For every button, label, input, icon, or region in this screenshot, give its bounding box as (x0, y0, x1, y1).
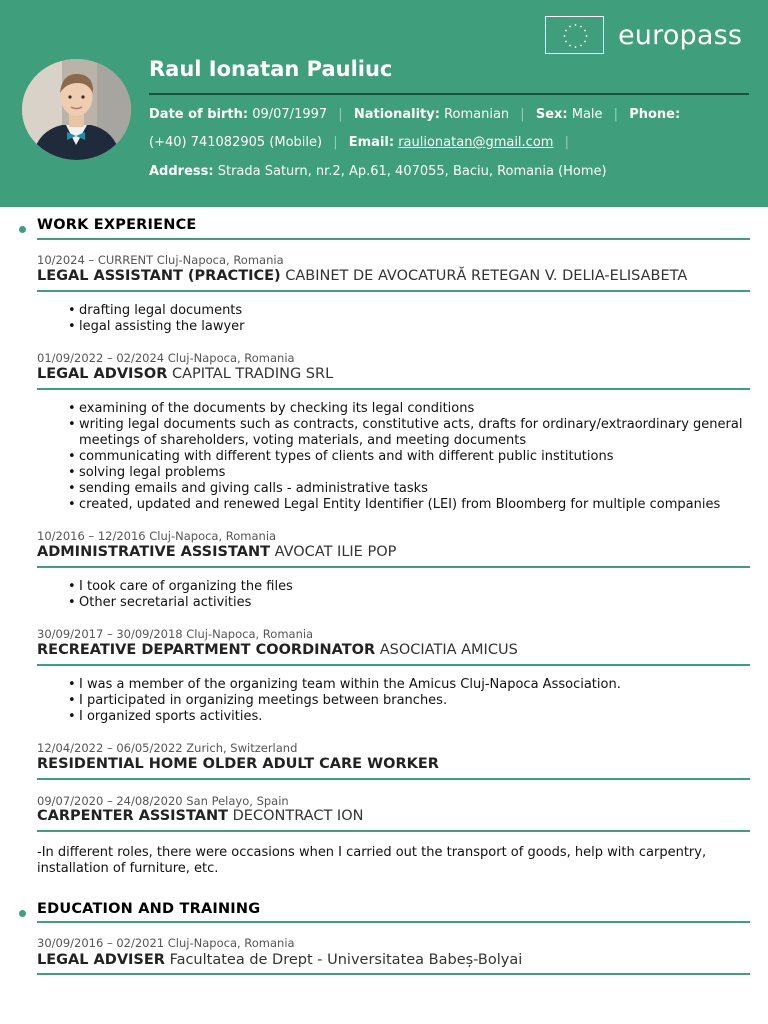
flag-star-icon (569, 45, 571, 47)
name-divider (149, 93, 749, 95)
job-role: RECREATIVE DEPARTMENT COORDINATOR (37, 642, 376, 658)
job-bullets (79, 401, 749, 513)
sex-value: Male (571, 107, 603, 122)
education-role: LEGAL ADVISER (37, 952, 165, 968)
job-bullets (79, 579, 749, 611)
education-title (37, 952, 522, 968)
section-divider (37, 238, 750, 240)
flag-star-icon (584, 41, 586, 43)
full-name: Raul Ionatan Pauliuc (149, 57, 393, 81)
job-role: CARPENTER ASSISTANT (37, 808, 229, 824)
list-item: • I took care of organizing the files (79, 579, 749, 595)
list-item: • I participated in organizing meetings between branches. (79, 693, 749, 709)
flag-star-icon (584, 30, 586, 32)
job-role: LEGAL ASSISTANT (PRACTICE) (37, 268, 281, 284)
separator: | (613, 107, 619, 122)
list-item: • I was a member of the organizing team within the Amicus Cluj-Napoca Association. (79, 677, 749, 693)
email-link[interactable]: raulionatan@gmail.com (398, 135, 554, 150)
email-label: Email: (348, 135, 395, 150)
job-title (37, 544, 396, 560)
section-divider (37, 921, 750, 923)
flag-star-icon (580, 26, 582, 28)
job-description: -In different roles, there were occasions when I carried out the transport of goods, help with carpentry, installation of furniture, etc. (37, 845, 707, 876)
job-divider (37, 830, 750, 832)
phone-label: Phone: (629, 107, 681, 122)
section-title-education: EDUCATION AND TRAINING (37, 901, 261, 917)
list-item: • drafting legal documents (79, 303, 749, 319)
section-title-work: WORK EXPERIENCE (37, 217, 197, 233)
job-role: LEGAL ADVISOR (37, 366, 168, 382)
flag-star-icon (586, 35, 588, 37)
job-title (37, 268, 687, 284)
job-date: 01/09/2022 – 02/2024 Cluj-Napoca, Romania (37, 351, 295, 365)
job-org: CABINET DE AVOCATURĂ RETEGAN V. DELIA-ELISABETA (285, 268, 688, 284)
job-org: AVOCAT ILIE POP (274, 544, 397, 560)
job-date: 30/09/2017 – 30/09/2018 Cluj-Napoca, Romania (37, 627, 314, 641)
flag-star-icon (575, 46, 577, 48)
separator: | (520, 107, 525, 122)
section-bullet-icon (19, 910, 26, 917)
eu-flag-icon (545, 16, 604, 54)
address-label: Address: (149, 164, 214, 179)
europass-logo[interactable] (545, 16, 742, 54)
separator: | (564, 135, 569, 150)
phone-value: (+40) 741082905 (Mobile) (149, 135, 323, 150)
job-bullets (79, 303, 749, 335)
job-divider (37, 566, 750, 568)
separator: | (333, 135, 338, 150)
job-date: 09/07/2020 – 24/08/2020 San Pelayo, Spain (37, 794, 289, 808)
nationality-label: Nationality: (353, 107, 440, 122)
education-org: Facultatea de Drept - Universitatea Babeș-Bolyai (169, 952, 523, 968)
job-title (37, 642, 518, 658)
education-date: 30/09/2016 – 02/2021 Cluj-Napoca, Romania (37, 936, 295, 950)
dob-value: 09/07/1997 (252, 107, 328, 122)
sex-label: Sex: (535, 107, 568, 122)
job-divider (37, 778, 750, 780)
job-bullets (79, 677, 749, 725)
job-divider (37, 388, 750, 390)
flag-star-icon (580, 45, 582, 47)
education-divider (37, 973, 750, 975)
list-item: • sending emails and giving calls - administrative tasks (79, 481, 749, 497)
list-item: • created, updated and renewed Legal Entity Identifier (LEI) from Bloomberg for multiple companies (79, 497, 749, 513)
list-item: • writing legal documents such as contracts, constitutive acts, drafts for ordinary/extraordinary general meetings of shareholders, voting materials, and meeting documents (79, 417, 749, 449)
job-role: ADMINISTRATIVE ASSISTANT (37, 544, 270, 560)
job-divider (37, 664, 750, 666)
personal-info-line-3 (149, 164, 607, 179)
flag-star-icon (564, 35, 566, 37)
list-item: • examining of the documents by checking its legal conditions (79, 401, 749, 417)
flag-star-icon (569, 26, 571, 28)
flag-star-icon (565, 30, 567, 32)
section-bullet-icon (19, 226, 26, 233)
cv-header (0, 0, 768, 207)
flag-star-icon (575, 24, 577, 26)
flag-star-icon (565, 41, 567, 43)
logo-text: europass (618, 19, 743, 51)
job-role: RESIDENTIAL HOME OLDER ADULT CARE WORKER (37, 756, 439, 772)
address-value: Strada Saturn, nr.2, Ap.61, 407055, Baciu, Romania (Home) (217, 164, 607, 179)
list-item: • solving legal problems (79, 465, 749, 481)
list-item: • I organized sports activities. (79, 709, 749, 725)
list-item: • communicating with different types of clients and with different public institutions (79, 449, 749, 465)
nationality-value: Romanian (444, 107, 510, 122)
list-item: • Other secretarial activities (79, 595, 749, 611)
job-title (37, 756, 439, 772)
profile-photo (22, 59, 131, 160)
job-date: 10/2016 – 12/2016 Cluj-Napoca, Romania (37, 529, 277, 543)
job-date: 12/04/2022 – 06/05/2022 Zurich, Switzerland (37, 741, 298, 755)
job-title (37, 366, 333, 382)
job-title (37, 808, 363, 824)
personal-info-line-1 (149, 107, 680, 122)
job-date: 10/2024 – CURRENT Cluj-Napoca, Romania (37, 253, 284, 267)
job-divider (37, 290, 750, 292)
job-org: ASOCIATIA AMICUS (379, 642, 518, 658)
separator: | (338, 107, 343, 122)
personal-info-line-2 (149, 135, 576, 150)
job-org: CAPITAL TRADING SRL (171, 366, 334, 382)
list-item: • legal assisting the lawyer (79, 319, 749, 335)
job-org: DECONTRACT ION (232, 808, 364, 824)
dob-label: Date of birth: (149, 107, 249, 122)
